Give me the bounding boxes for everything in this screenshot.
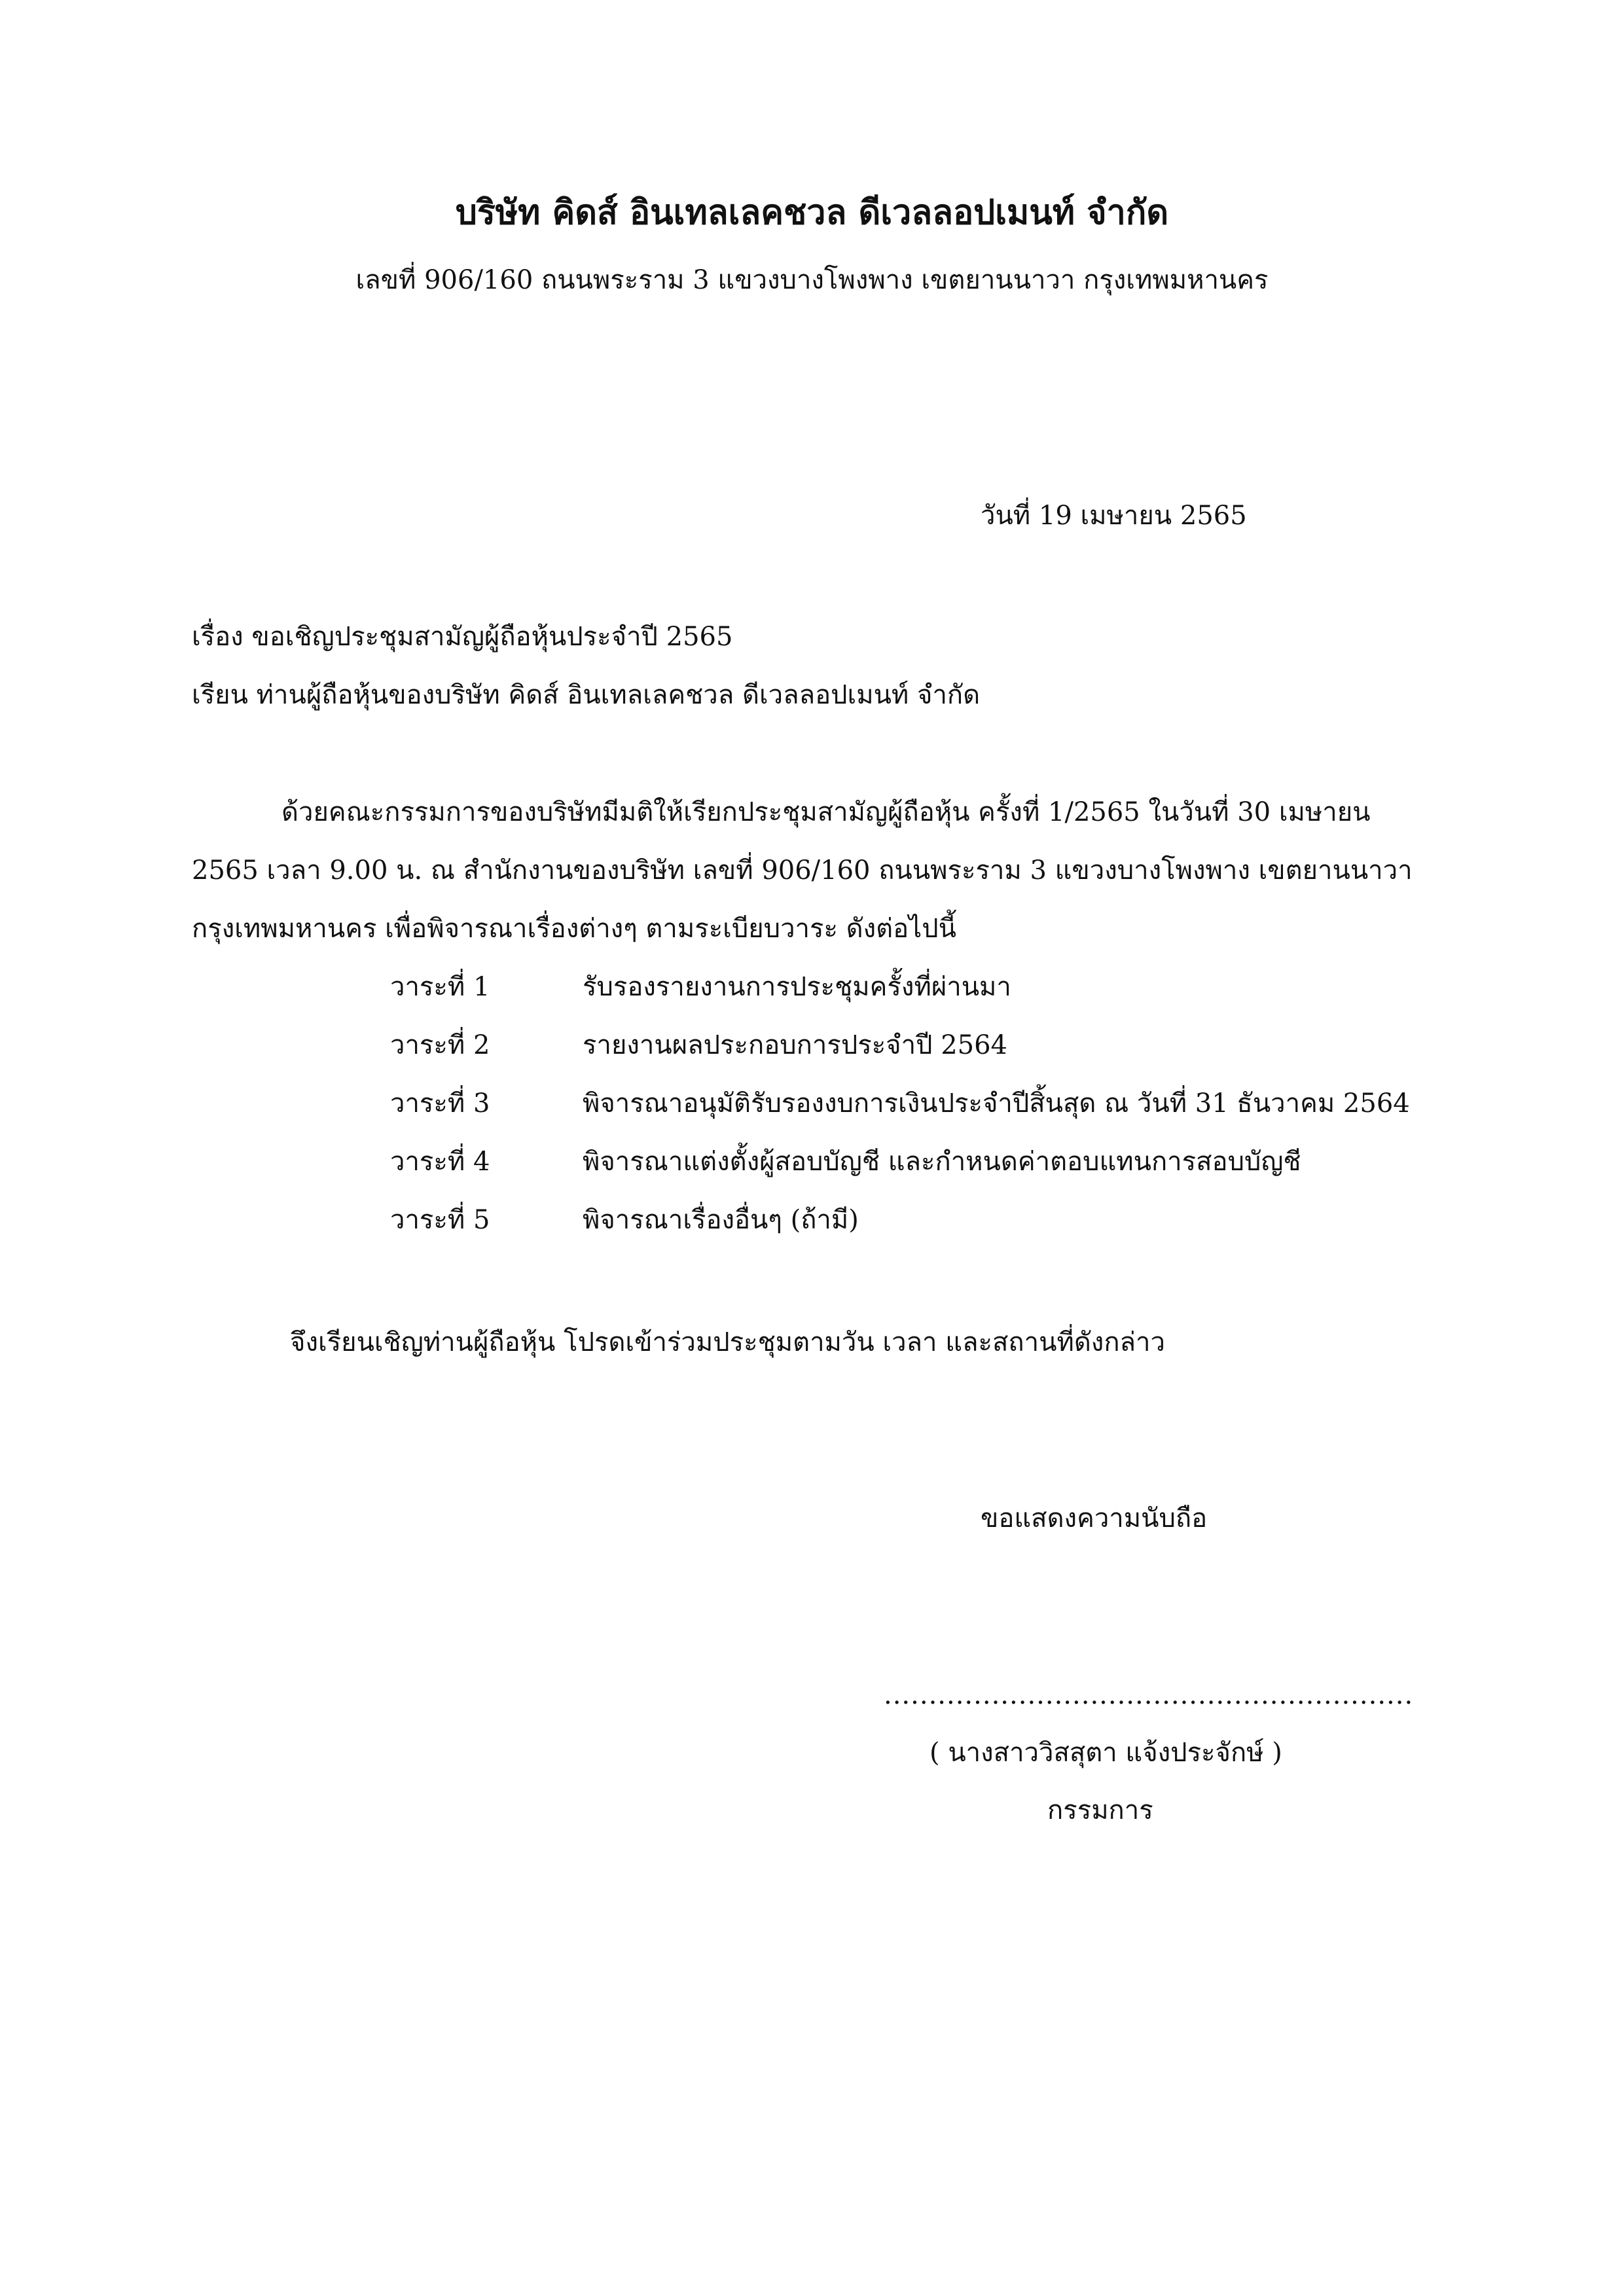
letter-recipient: เรียน ท่านผู้ถือหุ้นของบริษัท คิดส์ อินเทลเลคชวล ดีเวลลอปเมนท์ จำกัด [192, 680, 981, 710]
body-line-3: กรุงเทพมหานคร เพื่อพิจารณาเรื่องต่างๆ ตามระเบียบวาระ ดังต่อไปนี้ [192, 914, 957, 944]
agenda-number: วาระที่ 2 [390, 1030, 490, 1060]
agenda-text: รายงานผลประกอบการประจำปี 2564 [583, 1030, 1007, 1060]
closing-paragraph: จึงเรียนเชิญท่านผู้ถือหุ้น โปรดเข้าร่วมประชุมตามวัน เวลา และสถานที่ดังกล่าว [290, 1327, 1165, 1357]
company-address: เลขที่ 906/160 ถนนพระราม 3 แขวงบางโพงพาง เขตยานนาวา กรุงเทพมหานคร [355, 265, 1269, 295]
agenda-number: วาระที่ 3 [390, 1088, 490, 1119]
signer-name: ( นางสาววิสสุตา แจ้งประจักษ์ ) [929, 1738, 1282, 1768]
letter-subject: เรื่อง ขอเชิญประชุมสามัญผู้ถือหุ้นประจำปี 2565 [192, 622, 733, 652]
letter-date: วันที่ 19 เมษายน 2565 [981, 501, 1247, 531]
agenda-text: พิจารณาแต่งตั้งผู้สอบบัญชี และกำหนดค่าตอบแทนการสอบบัญชี [583, 1147, 1301, 1177]
company-name: บริษัท คิดส์ อินเทลเลคชวล ดีเวลลอปเมนท์ จำกัด [455, 192, 1169, 232]
signature-line: ........................................................... [884, 1680, 1414, 1710]
agenda-number: วาระที่ 5 [390, 1205, 490, 1235]
agenda-text: พิจารณาเรื่องอื่นๆ (ถ้ามี) [583, 1205, 859, 1235]
agenda-number: วาระที่ 4 [390, 1147, 490, 1177]
body-line-2: 2565 เวลา 9.00 น. ณ สำนักงานของบริษัท เลขที่ 906/160 ถนนพระราม 3 แขวงบางโพงพาง เขตยานนาวา [192, 855, 1413, 886]
agenda-text: รับรองรายงานการประชุมครั้งที่ผ่านมา [583, 972, 1011, 1002]
signer-title: กรรมการ [1047, 1795, 1153, 1825]
agenda-text: พิจารณาอนุมัติรับรองงบการเงินประจำปีสิ้นสุด ณ วันที่ 31 ธันวาคม 2564 [583, 1088, 1410, 1119]
agenda-number: วาระที่ 1 [390, 972, 490, 1002]
body-line-1: ด้วยคณะกรรมการของบริษัทมีมติให้เรียกประชุมสามัญผู้ถือหุ้น ครั้งที่ 1/2565 ในวันที่ 30 เมษายน [281, 797, 1371, 827]
closing-regards: ขอแสดงความนับถือ [981, 1503, 1208, 1534]
